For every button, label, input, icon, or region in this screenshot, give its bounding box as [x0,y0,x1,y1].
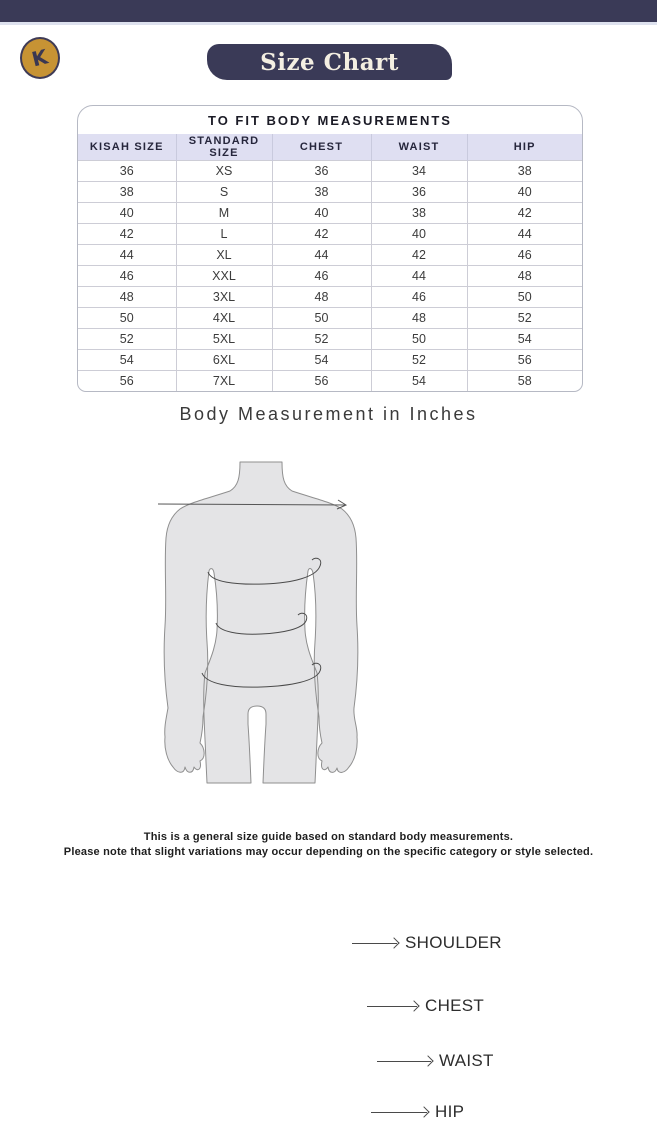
table-cell: 42 [371,245,467,266]
table-row [78,308,582,329]
top-bar-shadow-strip [0,22,657,25]
body-silhouette [130,440,390,820]
table-cell: 6XL [176,350,272,371]
table-cell: 38 [78,182,176,203]
chest-label [367,995,484,1017]
top-navy-bar [0,0,657,22]
table-cell: 3XL [176,287,272,308]
table-cell: 44 [272,245,371,266]
arrow-head-icon [422,1055,433,1066]
table-cell: 54 [371,371,467,392]
table-cell: 44 [78,245,176,266]
table-row [78,161,582,182]
table-cell: 54 [272,350,371,371]
column-header-waist: WAIST [371,134,467,161]
table-cell: 44 [467,224,582,245]
table-cell: 58 [467,371,582,392]
table-cell: 48 [78,287,176,308]
waist-label [377,1050,494,1072]
column-header-standard-size: STANDARD SIZE [176,134,272,161]
table-cell: 52 [78,329,176,350]
size-table-body [78,161,582,392]
table-cell: 50 [272,308,371,329]
table-cell: 56 [467,350,582,371]
table-cell: S [176,182,272,203]
table-cell: 5XL [176,329,272,350]
table-cell: 46 [272,266,371,287]
table-cell: 52 [467,308,582,329]
table-cell: M [176,203,272,224]
table-cell: XL [176,245,272,266]
table-cell: XS [176,161,272,182]
table-row [78,350,582,371]
table-cell: 42 [78,224,176,245]
table-cell: L [176,224,272,245]
table-row [78,224,582,245]
hip-label [371,1101,464,1123]
shoulder-label [352,932,502,954]
table-cell: 56 [78,371,176,392]
table-row [78,203,582,224]
table-cell: 36 [272,161,371,182]
table-cell: 7XL [176,371,272,392]
table-title: TO FIT BODY MEASUREMENTS [208,112,452,128]
label-text: HIP [435,1102,465,1121]
brand-logo [20,37,60,79]
table-cell: 40 [467,182,582,203]
arrow-head-icon [408,1000,419,1011]
table-cell: 50 [467,287,582,308]
table-cell: 4XL [176,308,272,329]
table-cell: XXL [176,266,272,287]
section-heading: Body Measurement in Inches [179,404,478,424]
size-table-head [78,134,582,161]
table-cell: 48 [371,308,467,329]
page-title: Size Chart [260,48,399,76]
label-text: WAIST [439,1051,494,1070]
table-cell: 38 [371,203,467,224]
table-cell: 46 [78,266,176,287]
size-table [78,134,582,391]
table-cell: 56 [272,371,371,392]
size-table-container [77,105,583,392]
table-cell: 36 [78,161,176,182]
table-cell: 52 [371,350,467,371]
disclaimer-text [0,830,657,860]
table-cell: 38 [467,161,582,182]
body-outline [164,462,358,783]
table-cell: 52 [272,329,371,350]
table-cell: 34 [371,161,467,182]
table-cell: 50 [371,329,467,350]
table-cell: 42 [272,224,371,245]
column-header-chest: CHEST [272,134,371,161]
column-header-kisah-size: KISAH SIZE [78,134,176,161]
table-cell: 54 [467,329,582,350]
table-cell: 38 [272,182,371,203]
table-row [78,329,582,350]
table-cell: 48 [467,266,582,287]
table-cell: 40 [371,224,467,245]
disclaimer-line-2: Please note that slight variations may occur depending on the specific category or style selected. [63,846,594,858]
table-cell: 36 [371,182,467,203]
logo-letter: K [29,44,51,72]
table-row [78,182,582,203]
table-row [78,371,582,392]
table-cell: 40 [272,203,371,224]
table-cell: 46 [467,245,582,266]
table-row [78,287,582,308]
header-row [78,134,582,161]
table-cell: 54 [78,350,176,371]
table-cell: 40 [78,203,176,224]
size-chart-banner [207,44,452,80]
disclaimer-line-1: This is a general size guide based on standard body measurements. [143,831,514,843]
table-cell: 42 [467,203,582,224]
table-row [78,266,582,287]
table-cell: 48 [272,287,371,308]
table-cell: 46 [371,287,467,308]
label-text: CHEST [425,996,485,1015]
table-cell: 50 [78,308,176,329]
arrow-head-icon [418,1106,429,1117]
table-row [78,245,582,266]
label-text: SHOULDER [405,933,502,952]
table-cell: 44 [371,266,467,287]
column-header-hip: HIP [467,134,582,161]
arrow-head-icon [388,937,399,948]
